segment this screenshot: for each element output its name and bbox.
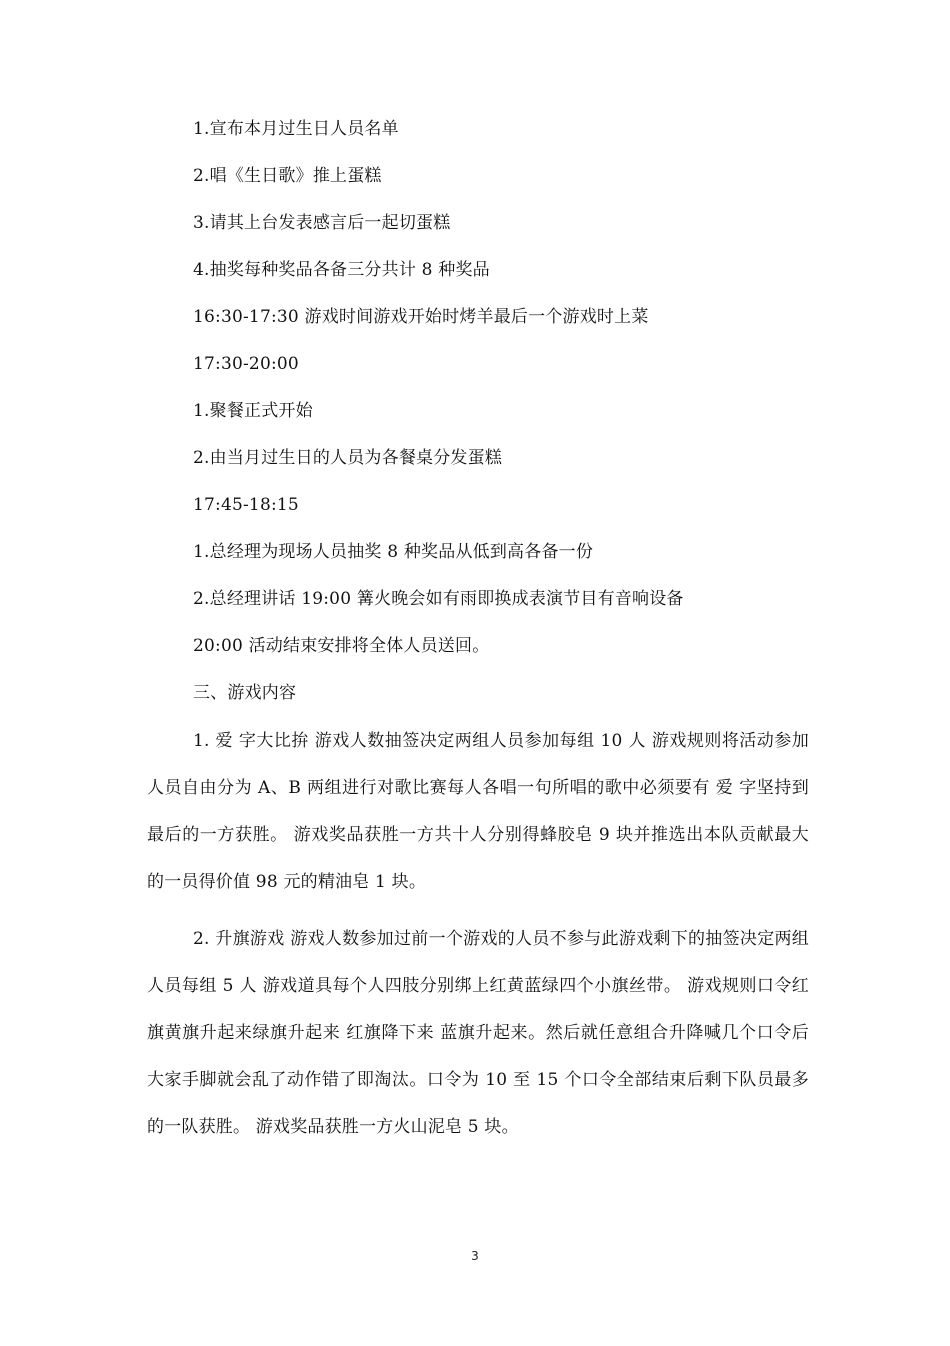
schedule-time-dinner: 17:30-20:00: [193, 354, 299, 374]
list-item-dinner-start: 1.聚餐正式开始: [193, 401, 313, 421]
schedule-activity-end: 20:00 活动结束安排将全体人员送回。: [193, 636, 490, 656]
list-item-manager-speech: 2.总经理讲话 19:00 篝火晚会如有雨即换成表演节目有音响设备: [193, 589, 684, 609]
list-item-manager-lottery: 1.总经理为现场人员抽奖 8 种奖品从低到高各备一份: [193, 542, 594, 562]
list-item-announce-birthdays: 1.宣布本月过生日人员名单: [193, 119, 399, 139]
list-item-sing-birthday-song: 2.唱《生日歌》推上蛋糕: [193, 166, 382, 186]
page-number: 3: [471, 1249, 479, 1263]
list-item-distribute-cake: 2.由当月过生日的人员为各餐桌分发蛋糕: [193, 448, 503, 468]
section-heading-game-content: 三、游戏内容: [193, 683, 297, 703]
schedule-time-lottery: 17:45-18:15: [193, 495, 299, 515]
list-item-speech-cut-cake: 3.请其上台发表感言后一起切蛋糕: [193, 213, 451, 233]
paragraph-game-love-word: 1. 爱 字大比拚 游戏人数抽签决定两组人员参加每组 10 人 游戏规则将活动参加人员自由分为 A、B 两组进行对歌比赛每人各唱一句所唱的歌中必须要有 爱 字坚持到最后的一方获胜。 游戏奖品获胜一方共十人分别得蜂胶皂 9 块并推选出本队贡献最大的一员得价值 98 元的精油皂 1 块。: [147, 731, 809, 892]
paragraph-game-flag-raising: 2. 升旗游戏 游戏人数参加过前一个游戏的人员不参与此游戏剩下的抽签决定两组人员每组 5 人 游戏道具每个人四肢分别绑上红黄蓝绿四个小旗丝带。 游戏规则口令红旗黄旗升起来绿旗升起来 红旗降下来 蓝旗升起来。然后就任意组合升降喊几个口令后大家手脚就会乱了动作错了即淘汰。口令为 10 至 15 个口令全部结束后剩下队员最多的一队获胜。 游戏奖品获胜一方火山泥皂 5 块。: [147, 929, 809, 1137]
schedule-game-time: 16:30-17:30 游戏时间游戏开始时烤羊最后一个游戏时上菜: [193, 307, 649, 327]
list-item-lottery: 4.抽奖每种奖品各备三分共计 8 种奖品: [193, 260, 490, 280]
